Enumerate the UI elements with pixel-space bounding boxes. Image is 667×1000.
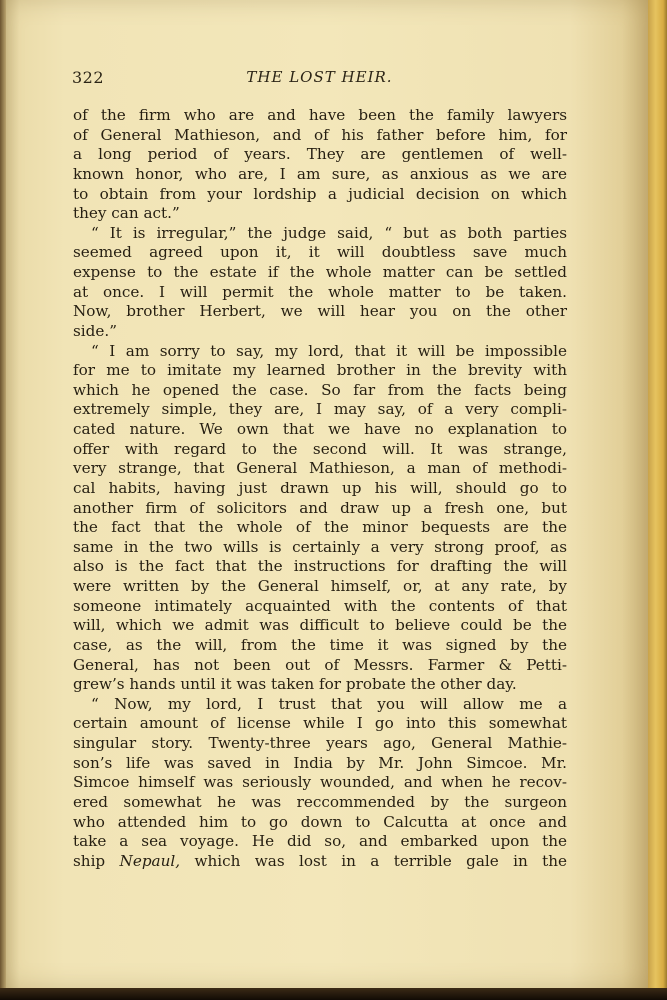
text-line: very strange, that General Mathieson, a man of methodi- — [73, 459, 567, 478]
page-edge-gilt — [648, 0, 667, 988]
text-line: certain amount of license while I go into this somewhat — [73, 714, 567, 733]
text-line: will, which we admit was difficult to believe could be the — [73, 616, 567, 635]
text-segment: ship — [73, 851, 120, 870]
text-line: cal habits, having just drawn up his will, should go to — [73, 478, 567, 497]
text-line: of General Mathieson, and of his father before him, for — [73, 125, 567, 144]
text-line: “ It is irregular,” the judge said, “ but as both parties — [91, 223, 567, 242]
text-line: singular story. Twenty-three years ago, General Mathie- — [73, 734, 567, 752]
text-line: were written by the General himself, or, at any rate, by — [73, 577, 567, 595]
text-line: another firm of solicitors and draw up a fresh one, but — [73, 498, 567, 517]
text-line: General, has not been out of Messrs. Farmer & Petti- — [73, 655, 567, 674]
text-line: known honor, who are, I am sure, as anxious as we are — [73, 164, 567, 183]
text-line: same in the two wills is certainly a very strong proof, as — [73, 537, 567, 556]
text-line: “ I am sorry to say, my lord, that it will be impossible — [91, 341, 567, 360]
page-number: 322 — [72, 68, 105, 87]
text-line: also is the fact that the instructions for drafting the will — [73, 557, 567, 576]
text-line: which he opened the case. So far from the facts being — [73, 380, 567, 399]
ship-name: Nepaul, — [119, 851, 181, 870]
text-line: seemed agreed upon it, it will doubtless save much — [73, 243, 567, 262]
text-line: side.” — [73, 321, 117, 340]
text-line: take a sea voyage. He did so, and embarked upon the — [73, 832, 567, 851]
text-line: offer with regard to the second will. It was strange, — [73, 439, 567, 458]
text-line: who attended him to go down to Calcutta at once and — [73, 812, 567, 831]
page-header — [72, 68, 567, 92]
running-title: THE LOST HEIR. — [246, 68, 393, 86]
text-segment: which was lost in a terrible gale in the — [180, 851, 568, 870]
text-line: someone intimately acquainted with the contents of that — [73, 596, 567, 615]
text-line: ered somewhat he was reccommended by the surgeon — [73, 792, 567, 811]
text-line: to obtain from your lordship a judicial decision on which — [73, 184, 567, 203]
text-line: extremely simple, they are, I may say, of a very compli- — [73, 400, 567, 419]
text-line: grew’s hands until it was taken for probate the other day. — [73, 675, 517, 694]
text-line: son’s life was saved in India by Mr. John Simcoe. Mr. — [73, 753, 567, 772]
text-line: Now, brother Herbert, we will hear you on the other — [73, 302, 567, 321]
text-line: Simcoe himself was seriously wounded, and when he recov- — [73, 773, 567, 792]
page-edge-bottom — [0, 988, 667, 1000]
text-line: they can act.” — [73, 204, 180, 223]
text-line: case, as the will, from the time it was signed by the — [73, 635, 567, 654]
text-line: cated nature. We own that we have no explanation to — [73, 420, 567, 438]
text-line: for me to imitate my learned brother in the brevity with — [73, 361, 567, 380]
text-line: at once. I will permit the whole matter to be taken. — [73, 282, 567, 301]
body-text — [73, 106, 567, 871]
text-line — [73, 852, 567, 872]
text-line: expense to the estate if the whole matter can be settled — [73, 263, 567, 281]
text-line: of the firm who are and have been the family lawyers — [73, 106, 567, 124]
text-line: “ Now, my lord, I trust that you will allow me a — [91, 694, 567, 713]
page-spine-shadow — [0, 0, 6, 988]
text-line: a long period of years. They are gentlemen of well- — [73, 145, 567, 164]
text-line: the fact that the whole of the minor bequests are the — [73, 518, 567, 537]
